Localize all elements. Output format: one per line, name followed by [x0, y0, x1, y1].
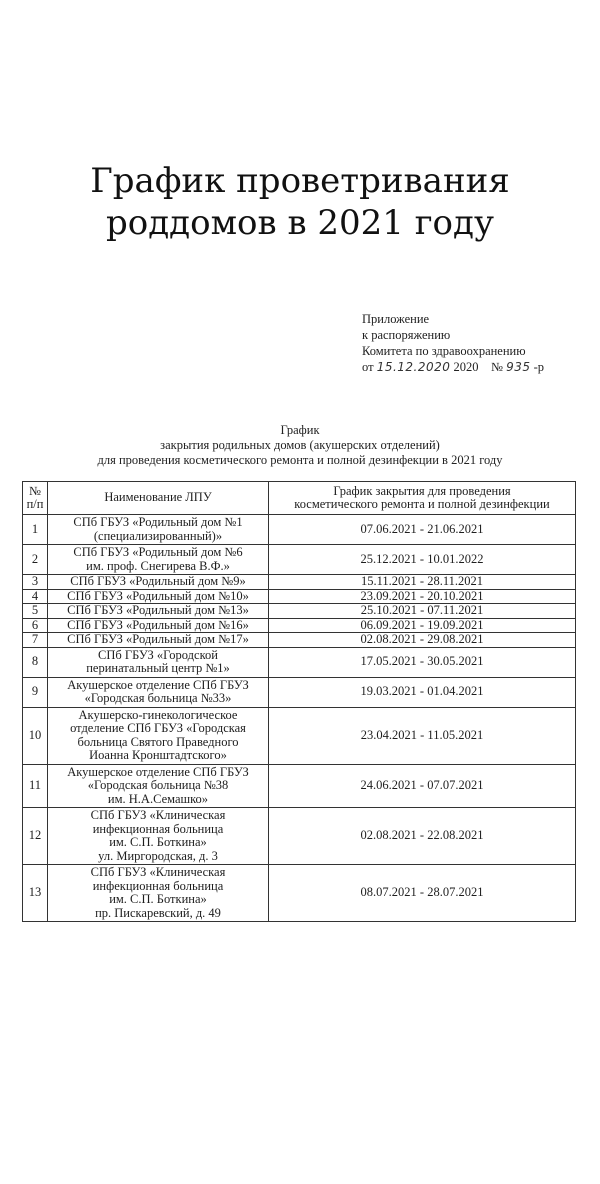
closure-period: 24.06.2021 - 07.07.2021 — [269, 764, 576, 808]
institution-name — [48, 633, 269, 648]
document-title: График — [280, 423, 320, 437]
closure-period: 08.07.2021 - 28.07.2021 — [269, 865, 576, 922]
table-row — [23, 707, 576, 764]
institution-name — [48, 808, 269, 865]
row-number: 10 — [23, 707, 48, 764]
table-row — [23, 865, 576, 922]
row-number: 5 — [23, 604, 48, 619]
table-row — [23, 764, 576, 808]
institution-name-line: (специализированный)» — [93, 528, 223, 543]
institution-name-line: СПб ГБУЗ «Клиническая — [90, 808, 226, 822]
table-row — [23, 589, 576, 604]
table-row — [23, 808, 576, 865]
closure-period: 06.09.2021 - 19.09.2021 — [269, 618, 576, 633]
institution-name-line: им. Н.А.Семашко» — [107, 791, 209, 806]
table-row — [23, 618, 576, 633]
appendix-line-1: Приложение — [362, 312, 430, 326]
closure-period: 02.08.2021 - 22.08.2021 — [269, 808, 576, 865]
institution-name-line: Акушерско-гинекологическое — [78, 707, 238, 722]
row-number: 3 — [23, 575, 48, 590]
institution-name-line: пр. Пискаревский, д. 49 — [95, 905, 221, 920]
closure-period: 15.11.2021 - 28.11.2021 — [269, 575, 576, 590]
institution-name-line: СПб ГБУЗ «Родильный дом №9» — [70, 574, 246, 588]
institution-name — [48, 515, 269, 545]
institution-name — [48, 589, 269, 604]
institution-name-line: СПб ГБУЗ «Родильный дом №10» — [67, 589, 249, 603]
date-prefix: от — [362, 360, 374, 374]
headline-line-1: График проветривания — [90, 161, 510, 201]
institution-name-line: ул. Миргородская, д. 3 — [98, 848, 218, 863]
closure-period: 23.04.2021 - 11.05.2021 — [269, 707, 576, 764]
closure-period: 23.09.2021 - 20.10.2021 — [269, 589, 576, 604]
institution-name-line: перинатальный центр №1» — [86, 661, 230, 675]
institution-name-line: СПб ГБУЗ «Родильный дом №13» — [67, 603, 249, 617]
document-title-block — [20, 423, 580, 468]
institution-name-line: им. С.П. Боткина» — [109, 892, 207, 906]
institution-name-line: «Городская больница №38 — [87, 778, 229, 792]
table-row — [23, 633, 576, 648]
row-number: 2 — [23, 545, 48, 575]
institution-name — [48, 865, 269, 922]
appendix-line-2: к распоряжению — [362, 328, 451, 342]
document-subtitle-1: закрытия родильных домов (акушерских отделений) — [160, 438, 440, 452]
closure-period: 19.03.2021 - 01.04.2021 — [269, 677, 576, 707]
table-header-row — [23, 482, 576, 515]
headline-line-2: роддомов в 2021 году — [106, 203, 494, 243]
institution-name — [48, 677, 269, 707]
number-suffix: -р — [533, 360, 545, 374]
header-schedule-line-1: График закрытия для проведения — [333, 483, 511, 498]
institution-name-line: им. С.П. Боткина» — [109, 835, 207, 849]
row-number: 13 — [23, 865, 48, 922]
row-number: 11 — [23, 764, 48, 808]
institution-name-line: инфекционная больница — [92, 821, 224, 836]
institution-name-line: СПб ГБУЗ «Родильный дом №16» — [67, 618, 249, 632]
table-body — [23, 515, 576, 922]
header-num-line-2: п/п — [26, 497, 44, 511]
appendix-date-number-line — [362, 359, 592, 375]
table-row — [23, 515, 576, 545]
document-subtitle-2: для проведения косметического ремонта и полной дезинфекции в 2021 году — [97, 453, 503, 467]
table-row — [23, 677, 576, 707]
closure-period: 07.06.2021 - 21.06.2021 — [269, 515, 576, 545]
institution-name-line: Акушерское отделение СПб ГБУЗ — [67, 764, 249, 779]
row-number: 8 — [23, 647, 48, 677]
row-number: 12 — [23, 808, 48, 865]
table-row — [23, 647, 576, 677]
header-schedule-line-2: косметического ремонта и полной дезинфекции — [294, 497, 550, 511]
row-number: 6 — [23, 618, 48, 633]
header-schedule — [269, 482, 576, 515]
institution-name — [48, 604, 269, 619]
institution-name — [48, 647, 269, 677]
header-num — [23, 482, 48, 515]
institution-name — [48, 575, 269, 590]
table-row — [23, 545, 576, 575]
institution-name-line: больница Святого Праведного — [77, 734, 239, 749]
closure-period: 02.08.2021 - 29.08.2021 — [269, 633, 576, 648]
date-year: 2020 — [453, 360, 479, 374]
institution-name-line: СПб ГБУЗ «Городской — [98, 647, 218, 662]
closure-period: 25.10.2021 - 07.11.2021 — [269, 604, 576, 619]
institution-name — [48, 707, 269, 764]
institution-name-line: СПб ГБУЗ «Родильный дом №1 — [73, 515, 243, 529]
row-number: 1 — [23, 515, 48, 545]
institution-name-line: им. проф. Снегирева В.Ф.» — [86, 558, 230, 573]
institution-name-line: СПб ГБУЗ «Клиническая — [90, 865, 226, 879]
institution-name — [48, 618, 269, 633]
appendix-block — [362, 311, 592, 375]
header-num-line-1: № — [29, 483, 41, 498]
handwritten-date: 15.12.2020 — [376, 360, 451, 374]
row-number: 4 — [23, 589, 48, 604]
institution-name-line: СПб ГБУЗ «Родильный дом №17» — [67, 632, 249, 646]
institution-name-line: Акушерское отделение СПб ГБУЗ — [67, 677, 249, 692]
schedule-table — [22, 481, 576, 922]
institution-name — [48, 545, 269, 575]
closure-period: 25.12.2021 - 10.01.2022 — [269, 545, 576, 575]
institution-name — [48, 764, 269, 808]
row-number: 9 — [23, 677, 48, 707]
table-row — [23, 575, 576, 590]
closure-period: 17.05.2021 - 30.05.2021 — [269, 647, 576, 677]
institution-name-line: отделение СПб ГБУЗ «Городская — [70, 721, 246, 735]
number-prefix: № — [491, 360, 503, 374]
institution-name-line: Иоанна Кронштадтского» — [89, 748, 227, 762]
institution-name-line: инфекционная больница — [92, 878, 224, 893]
table-row — [23, 604, 576, 619]
row-number: 7 — [23, 633, 48, 648]
handwritten-number: 935 — [506, 360, 531, 374]
institution-name-line: «Городская больница №33» — [84, 691, 232, 705]
appendix-line-3: Комитета по здравоохранению — [362, 344, 526, 358]
institution-name-line: СПб ГБУЗ «Родильный дом №6 — [73, 545, 243, 559]
headline — [0, 160, 600, 244]
header-name: Наименование ЛПУ — [48, 482, 269, 515]
